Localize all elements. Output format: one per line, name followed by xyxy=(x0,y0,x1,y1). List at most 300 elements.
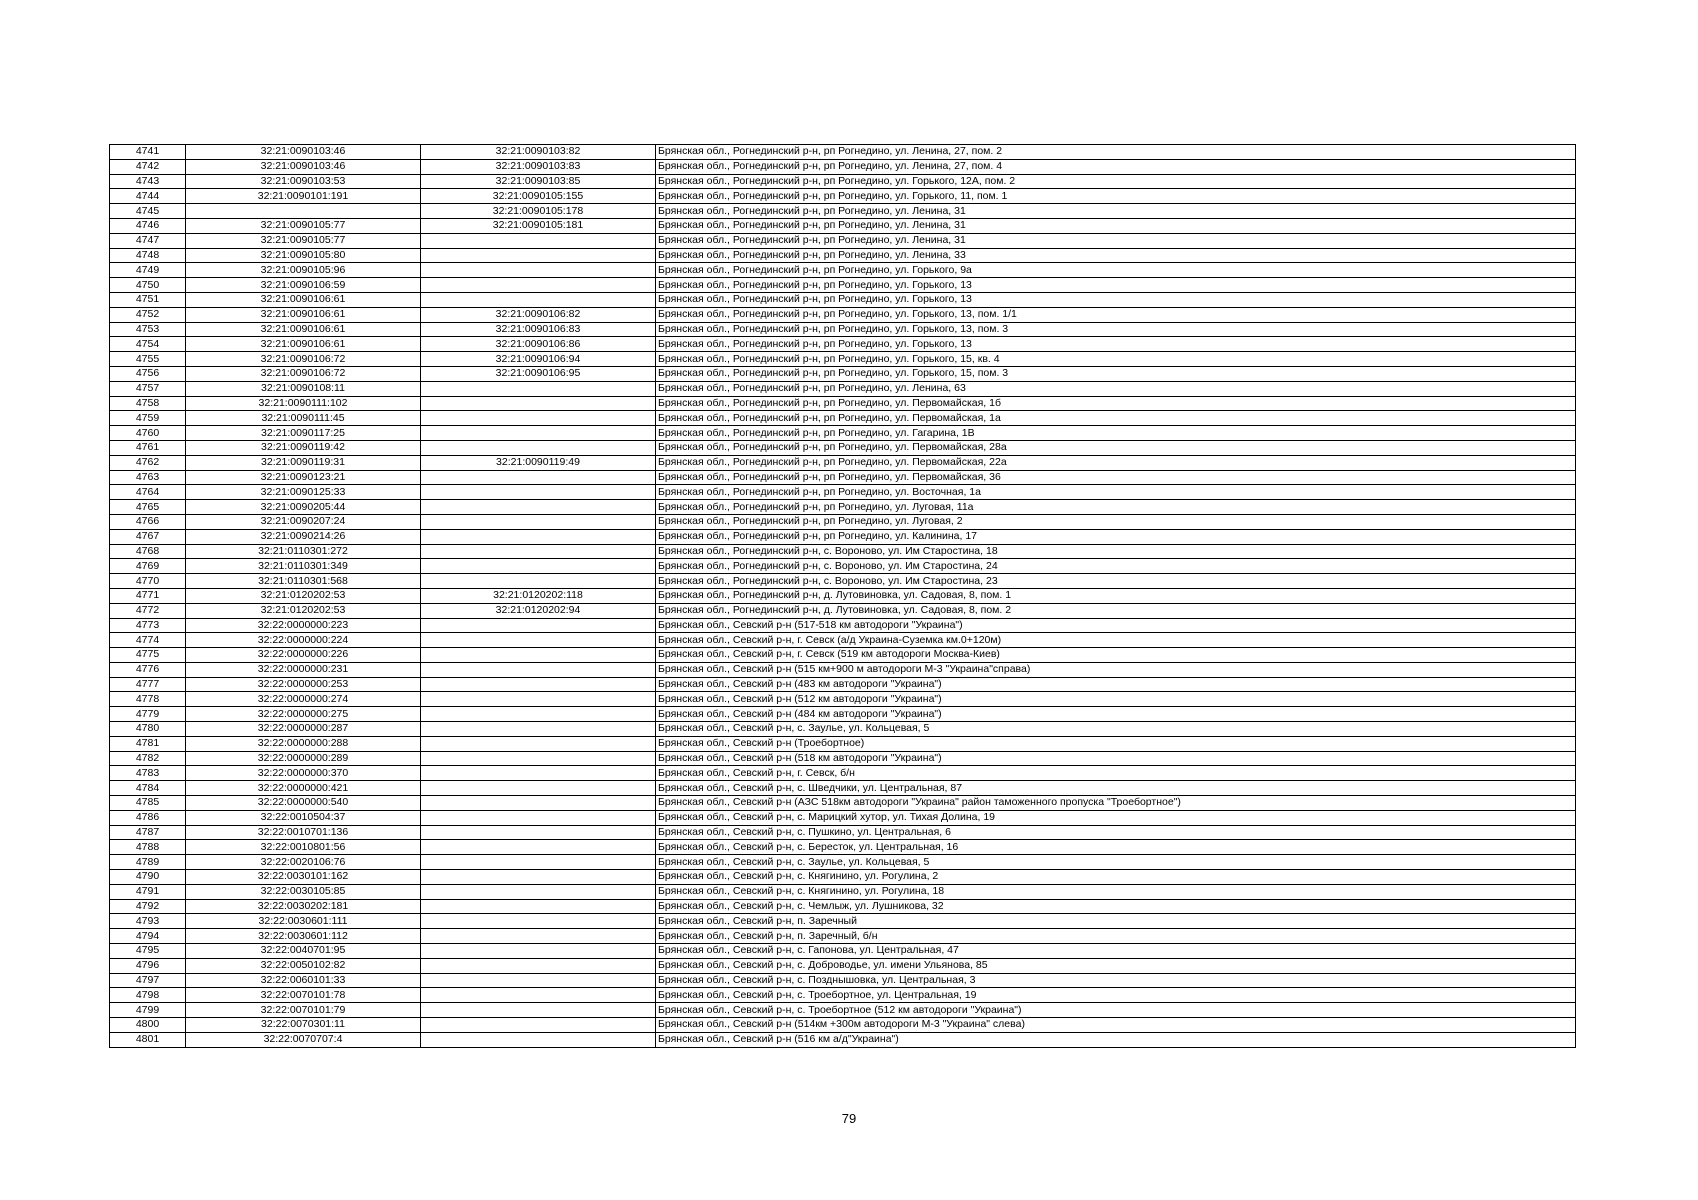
address-cell: Брянская обл., Рогнединский р-н, д. Лутовиновка, ул. Садовая, 8, пом. 2 xyxy=(656,603,1576,618)
cadastral-number-cell: 32:21:0120202:53 xyxy=(186,588,421,603)
cadastral-number-cell: 32:21:0090103:46 xyxy=(186,145,421,160)
cadastral-number-cell: 32:22:0050102:82 xyxy=(186,958,421,973)
related-cadastral-number-cell: 32:21:0090106:83 xyxy=(421,322,656,337)
table-row xyxy=(110,870,1576,885)
cadastral-number-cell: 32:22:0000000:288 xyxy=(186,736,421,751)
table-row xyxy=(110,884,1576,899)
row-number-cell: 4774 xyxy=(110,633,186,648)
table-row xyxy=(110,426,1576,441)
cadastral-number-cell: 32:21:0090106:61 xyxy=(186,337,421,352)
related-cadastral-number-cell xyxy=(421,544,656,559)
related-cadastral-number-cell xyxy=(421,574,656,589)
row-number-cell: 4761 xyxy=(110,440,186,455)
related-cadastral-number-cell xyxy=(421,278,656,293)
related-cadastral-number-cell xyxy=(421,381,656,396)
row-number-cell: 4749 xyxy=(110,263,186,278)
related-cadastral-number-cell xyxy=(421,870,656,885)
address-cell: Брянская обл., Севский р-н (512 км автодороги "Украина") xyxy=(656,692,1576,707)
address-cell: Брянская обл., Севский р-н (АЗС 518км автодороги "Украина" район таможенного пропуска "Троебортное") xyxy=(656,796,1576,811)
related-cadastral-number-cell xyxy=(421,411,656,426)
address-cell: Брянская обл., Рогнединский р-н, рп Рогнедино, ул. Горького, 13 xyxy=(656,337,1576,352)
cadastral-number-cell: 32:21:0090207:24 xyxy=(186,514,421,529)
address-cell: Брянская обл., Рогнединский р-н, рп Рогнедино, ул. Калинина, 17 xyxy=(656,529,1576,544)
table-row xyxy=(110,574,1576,589)
row-number-cell: 4801 xyxy=(110,1032,186,1047)
table-row xyxy=(110,233,1576,248)
cadastral-number-cell: 32:22:0000000:223 xyxy=(186,618,421,633)
row-number-cell: 4768 xyxy=(110,544,186,559)
cadastral-number-cell: 32:21:0090106:72 xyxy=(186,366,421,381)
related-cadastral-number-cell xyxy=(421,973,656,988)
row-number-cell: 4787 xyxy=(110,825,186,840)
related-cadastral-number-cell xyxy=(421,292,656,307)
related-cadastral-number-cell xyxy=(421,440,656,455)
table-row xyxy=(110,810,1576,825)
table-row xyxy=(110,381,1576,396)
address-cell: Брянская обл., Севский р-н, п. Заречный xyxy=(656,914,1576,929)
row-number-cell: 4748 xyxy=(110,248,186,263)
address-cell: Брянская обл., Севский р-н (514км +300м автодороги М-3 "Украина" слева) xyxy=(656,1018,1576,1033)
row-number-cell: 4791 xyxy=(110,884,186,899)
related-cadastral-number-cell xyxy=(421,884,656,899)
table-row xyxy=(110,248,1576,263)
cadastral-number-cell: 32:21:0090103:46 xyxy=(186,159,421,174)
address-cell: Брянская обл., Севский р-н, г. Севск (519 км автодороги Москва-Киев) xyxy=(656,648,1576,663)
address-cell: Брянская обл., Рогнединский р-н, рп Рогнедино, ул. Горького, 12А, пом. 2 xyxy=(656,174,1576,189)
address-cell: Брянская обл., Рогнединский р-н, д. Лутовиновка, ул. Садовая, 8, пом. 1 xyxy=(656,588,1576,603)
cadastral-number-cell: 32:21:0090119:42 xyxy=(186,440,421,455)
registry-table-body xyxy=(110,145,1576,1048)
address-cell: Брянская обл., Рогнединский р-н, с. Вороново, ул. Им Старостина, 23 xyxy=(656,574,1576,589)
related-cadastral-number-cell xyxy=(421,825,656,840)
cadastral-number-cell: 32:21:0090105:80 xyxy=(186,248,421,263)
address-cell: Брянская обл., Рогнединский р-н, рп Рогнедино, ул. Горького, 15, пом. 3 xyxy=(656,366,1576,381)
table-row xyxy=(110,1032,1576,1047)
address-cell: Брянская обл., Севский р-н (518 км автодороги "Украина") xyxy=(656,751,1576,766)
address-cell: Брянская обл., Рогнединский р-н, рп Рогнедино, ул. Ленина, 31 xyxy=(656,233,1576,248)
row-number-cell: 4755 xyxy=(110,352,186,367)
cadastral-number-cell: 32:22:0000000:370 xyxy=(186,766,421,781)
row-number-cell: 4772 xyxy=(110,603,186,618)
related-cadastral-number-cell xyxy=(421,470,656,485)
address-cell: Брянская обл., Рогнединский р-н, рп Рогнедино, ул. Луговая, 11а xyxy=(656,500,1576,515)
table-row xyxy=(110,307,1576,322)
address-cell: Брянская обл., Севский р-н, с. Шведчики, ул. Центральная, 87 xyxy=(656,781,1576,796)
address-cell: Брянская обл., Севский р-н, с. Доброводье, ул. имени Ульянова, 85 xyxy=(656,958,1576,973)
table-row xyxy=(110,189,1576,204)
row-number-cell: 4763 xyxy=(110,470,186,485)
cadastral-number-cell: 32:21:0090214:26 xyxy=(186,529,421,544)
cadastral-number-cell: 32:21:0090106:61 xyxy=(186,322,421,337)
row-number-cell: 4786 xyxy=(110,810,186,825)
table-row xyxy=(110,958,1576,973)
related-cadastral-number-cell xyxy=(421,722,656,737)
table-row xyxy=(110,145,1576,160)
table-row xyxy=(110,736,1576,751)
address-cell: Брянская обл., Рогнединский р-н, с. Вороново, ул. Им Старостина, 24 xyxy=(656,559,1576,574)
related-cadastral-number-cell xyxy=(421,766,656,781)
cadastral-number-cell: 32:21:0090101:191 xyxy=(186,189,421,204)
cadastral-number-cell: 32:21:0090205:44 xyxy=(186,500,421,515)
related-cadastral-number-cell: 32:21:0090106:82 xyxy=(421,307,656,322)
table-row xyxy=(110,707,1576,722)
related-cadastral-number-cell xyxy=(421,648,656,663)
table-row xyxy=(110,840,1576,855)
address-cell: Брянская обл., Севский р-н, п. Заречный, б/н xyxy=(656,929,1576,944)
cadastral-number-cell: 32:22:0000000:253 xyxy=(186,677,421,692)
related-cadastral-number-cell xyxy=(421,426,656,441)
address-cell: Брянская обл., Севский р-н, с. Пушкино, ул. Центральная, 6 xyxy=(656,825,1576,840)
table-row xyxy=(110,973,1576,988)
cadastral-number-cell: 32:21:0090111:45 xyxy=(186,411,421,426)
table-row xyxy=(110,929,1576,944)
table-row xyxy=(110,159,1576,174)
address-cell: Брянская обл., Рогнединский р-н, рп Рогнедино, ул. Первомайская, 1б xyxy=(656,396,1576,411)
row-number-cell: 4778 xyxy=(110,692,186,707)
related-cadastral-number-cell xyxy=(421,1032,656,1047)
cadastral-number-cell: 32:22:0010701:136 xyxy=(186,825,421,840)
cadastral-number-cell: 32:22:0030601:111 xyxy=(186,914,421,929)
cadastral-number-cell: 32:22:0000000:287 xyxy=(186,722,421,737)
related-cadastral-number-cell: 32:21:0090119:49 xyxy=(421,455,656,470)
row-number-cell: 4784 xyxy=(110,781,186,796)
table-row xyxy=(110,440,1576,455)
related-cadastral-number-cell xyxy=(421,692,656,707)
address-cell: Брянская обл., Рогнединский р-н, рп Рогнедино, ул. Горького, 13, пом. 3 xyxy=(656,322,1576,337)
row-number-cell: 4782 xyxy=(110,751,186,766)
address-cell: Брянская обл., Рогнединский р-н, рп Рогнедино, ул. Ленина, 31 xyxy=(656,204,1576,219)
address-cell: Брянская обл., Рогнединский р-н, рп Рогнедино, ул. Луговая, 2 xyxy=(656,514,1576,529)
address-cell: Брянская обл., Рогнединский р-н, рп Рогнедино, ул. Первомайская, 1а xyxy=(656,411,1576,426)
cadastral-number-cell: 32:21:0090105:96 xyxy=(186,263,421,278)
row-number-cell: 4793 xyxy=(110,914,186,929)
row-number-cell: 4789 xyxy=(110,855,186,870)
page-number: 79 xyxy=(841,1111,857,1126)
related-cadastral-number-cell xyxy=(421,707,656,722)
address-cell: Брянская обл., Рогнединский р-н, рп Рогнедино, ул. Горького, 13 xyxy=(656,292,1576,307)
table-row xyxy=(110,529,1576,544)
table-row xyxy=(110,470,1576,485)
cadastral-number-cell: 32:21:0110301:349 xyxy=(186,559,421,574)
address-cell: Брянская обл., Севский р-н, с. Княгинино, ул. Рогулина, 2 xyxy=(656,870,1576,885)
related-cadastral-number-cell xyxy=(421,677,656,692)
table-row xyxy=(110,648,1576,663)
row-number-cell: 4790 xyxy=(110,870,186,885)
cadastral-number-cell: 32:22:0010504:37 xyxy=(186,810,421,825)
address-cell: Брянская обл., Рогнединский р-н, рп Рогнедино, ул. Ленина, 27, пом. 2 xyxy=(656,145,1576,160)
address-cell: Брянская обл., Севский р-н, с. Троебортное (512 км автодороги "Украина") xyxy=(656,1003,1576,1018)
cadastral-number-cell: 32:21:0090123:21 xyxy=(186,470,421,485)
cadastral-number-cell: 32:22:0000000:274 xyxy=(186,692,421,707)
cadastral-number-cell: 32:21:0120202:53 xyxy=(186,603,421,618)
cadastral-number-cell: 32:22:0000000:289 xyxy=(186,751,421,766)
cadastral-number-cell: 32:21:0090106:72 xyxy=(186,352,421,367)
address-cell: Брянская обл., Рогнединский р-н, рп Рогнедино, ул. Первомайская, 36 xyxy=(656,470,1576,485)
row-number-cell: 4770 xyxy=(110,574,186,589)
cadastral-number-cell: 32:22:0010801:56 xyxy=(186,840,421,855)
address-cell: Брянская обл., Рогнединский р-н, рп Рогнедино, ул. Ленина, 31 xyxy=(656,218,1576,233)
related-cadastral-number-cell: 32:21:0090103:82 xyxy=(421,145,656,160)
address-cell: Брянская обл., Севский р-н (516 км а/д"Украина") xyxy=(656,1032,1576,1047)
table-row xyxy=(110,662,1576,677)
table-row xyxy=(110,1003,1576,1018)
related-cadastral-number-cell xyxy=(421,514,656,529)
table-row xyxy=(110,204,1576,219)
row-number-cell: 4771 xyxy=(110,588,186,603)
table-row xyxy=(110,500,1576,515)
cadastral-number-cell: 32:21:0090119:31 xyxy=(186,455,421,470)
address-cell: Брянская обл., Севский р-н, с. Марицкий хутор, ул. Тихая Долина, 19 xyxy=(656,810,1576,825)
related-cadastral-number-cell xyxy=(421,855,656,870)
row-number-cell: 4744 xyxy=(110,189,186,204)
table-row xyxy=(110,692,1576,707)
row-number-cell: 4759 xyxy=(110,411,186,426)
related-cadastral-number-cell xyxy=(421,248,656,263)
related-cadastral-number-cell xyxy=(421,233,656,248)
address-cell: Брянская обл., Севский р-н, г. Севск, б/н xyxy=(656,766,1576,781)
related-cadastral-number-cell xyxy=(421,751,656,766)
row-number-cell: 4800 xyxy=(110,1018,186,1033)
row-number-cell: 4752 xyxy=(110,307,186,322)
table-row xyxy=(110,899,1576,914)
address-cell: Брянская обл., Рогнединский р-н, рп Рогнедино, ул. Ленина, 63 xyxy=(656,381,1576,396)
related-cadastral-number-cell: 32:21:0090106:94 xyxy=(421,352,656,367)
related-cadastral-number-cell: 32:21:0090105:181 xyxy=(421,218,656,233)
related-cadastral-number-cell xyxy=(421,958,656,973)
table-row xyxy=(110,411,1576,426)
cadastral-number-cell: 32:21:0090108:11 xyxy=(186,381,421,396)
cadastral-number-cell: 32:21:0090103:53 xyxy=(186,174,421,189)
cadastral-number-cell: 32:21:0090105:77 xyxy=(186,218,421,233)
table-row xyxy=(110,988,1576,1003)
row-number-cell: 4769 xyxy=(110,559,186,574)
table-row xyxy=(110,633,1576,648)
row-number-cell: 4794 xyxy=(110,929,186,944)
related-cadastral-number-cell xyxy=(421,396,656,411)
address-cell: Брянская обл., Севский р-н, с. Княгинино, ул. Рогулина, 18 xyxy=(656,884,1576,899)
cadastral-number-cell: 32:22:0000000:421 xyxy=(186,781,421,796)
table-row xyxy=(110,352,1576,367)
cadastral-number-cell: 32:22:0070707:4 xyxy=(186,1032,421,1047)
cadastral-number-cell: 32:22:0040701:95 xyxy=(186,944,421,959)
cadastral-number-cell: 32:22:0020106:76 xyxy=(186,855,421,870)
cadastral-number-cell: 32:22:0000000:275 xyxy=(186,707,421,722)
row-number-cell: 4751 xyxy=(110,292,186,307)
related-cadastral-number-cell xyxy=(421,810,656,825)
address-cell: Брянская обл., Рогнединский р-н, рп Рогнедино, ул. Горького, 15, кв. 4 xyxy=(656,352,1576,367)
address-cell: Брянская обл., Севский р-н, с. Троебортное, ул. Центральная, 19 xyxy=(656,988,1576,1003)
row-number-cell: 4762 xyxy=(110,455,186,470)
row-number-cell: 4746 xyxy=(110,218,186,233)
cadastral-number-cell: 32:21:0090117:25 xyxy=(186,426,421,441)
related-cadastral-number-cell xyxy=(421,263,656,278)
address-cell: Брянская обл., Рогнединский р-н, рп Рогнедино, ул. Ленина, 33 xyxy=(656,248,1576,263)
row-number-cell: 4776 xyxy=(110,662,186,677)
row-number-cell: 4783 xyxy=(110,766,186,781)
cadastral-number-cell: 32:21:0090105:77 xyxy=(186,233,421,248)
related-cadastral-number-cell xyxy=(421,944,656,959)
table-row xyxy=(110,1018,1576,1033)
related-cadastral-number-cell xyxy=(421,840,656,855)
cadastral-number-cell: 32:21:0090111:102 xyxy=(186,396,421,411)
row-number-cell: 4756 xyxy=(110,366,186,381)
row-number-cell: 4760 xyxy=(110,426,186,441)
related-cadastral-number-cell: 32:21:0090106:95 xyxy=(421,366,656,381)
related-cadastral-number-cell: 32:21:0120202:94 xyxy=(421,603,656,618)
table-row xyxy=(110,396,1576,411)
table-row xyxy=(110,855,1576,870)
registry-table xyxy=(109,144,1576,1048)
address-cell: Брянская обл., Севский р-н, с. Береcток, ул. Центральная, 16 xyxy=(656,840,1576,855)
row-number-cell: 4750 xyxy=(110,278,186,293)
related-cadastral-number-cell: 32:21:0090105:178 xyxy=(421,204,656,219)
row-number-cell: 4773 xyxy=(110,618,186,633)
row-number-cell: 4796 xyxy=(110,958,186,973)
address-cell: Брянская обл., Севский р-н (484 км автодороги "Украина") xyxy=(656,707,1576,722)
related-cadastral-number-cell xyxy=(421,662,656,677)
row-number-cell: 4785 xyxy=(110,796,186,811)
address-cell: Брянская обл., Севский р-н (483 км автодороги "Украина") xyxy=(656,677,1576,692)
cadastral-number-cell: 32:21:0090106:61 xyxy=(186,307,421,322)
table-row xyxy=(110,544,1576,559)
related-cadastral-number-cell xyxy=(421,899,656,914)
row-number-cell: 4764 xyxy=(110,485,186,500)
address-cell: Брянская обл., Севский р-н, с. Позднышовка, ул. Центральная, 3 xyxy=(656,973,1576,988)
address-cell: Брянская обл., Рогнединский р-н, рп Рогнедино, ул. Горького, 9а xyxy=(656,263,1576,278)
related-cadastral-number-cell: 32:21:0090105:155 xyxy=(421,189,656,204)
related-cadastral-number-cell xyxy=(421,796,656,811)
address-cell: Брянская обл., Рогнединский р-н, с. Вороново, ул. Им Старостина, 18 xyxy=(656,544,1576,559)
related-cadastral-number-cell xyxy=(421,633,656,648)
row-number-cell: 4780 xyxy=(110,722,186,737)
table-row xyxy=(110,796,1576,811)
row-number-cell: 4757 xyxy=(110,381,186,396)
table-row xyxy=(110,781,1576,796)
cadastral-number-cell xyxy=(186,204,421,219)
related-cadastral-number-cell xyxy=(421,559,656,574)
table-row xyxy=(110,618,1576,633)
related-cadastral-number-cell xyxy=(421,988,656,1003)
table-row xyxy=(110,174,1576,189)
table-row xyxy=(110,278,1576,293)
address-cell: Брянская обл., Севский р-н (517-518 км автодороги "Украина") xyxy=(656,618,1576,633)
related-cadastral-number-cell xyxy=(421,485,656,500)
address-cell: Брянская обл., Рогнединский р-н, рп Рогнедино, ул. Гагарина, 1В xyxy=(656,426,1576,441)
cadastral-number-cell: 32:21:0090106:59 xyxy=(186,278,421,293)
table-row xyxy=(110,677,1576,692)
row-number-cell: 4742 xyxy=(110,159,186,174)
address-cell: Брянская обл., Рогнединский р-н, рп Рогнедино, ул. Горького, 11, пом. 1 xyxy=(656,189,1576,204)
cadastral-number-cell: 32:22:0000000:224 xyxy=(186,633,421,648)
row-number-cell: 4741 xyxy=(110,145,186,160)
table-row xyxy=(110,914,1576,929)
related-cadastral-number-cell: 32:21:0090103:85 xyxy=(421,174,656,189)
address-cell: Брянская обл., Рогнединский р-н, рп Рогнедино, ул. Горького, 13, пом. 1/1 xyxy=(656,307,1576,322)
table-row xyxy=(110,825,1576,840)
cadastral-number-cell: 32:22:0070101:79 xyxy=(186,1003,421,1018)
related-cadastral-number-cell: 32:21:0120202:118 xyxy=(421,588,656,603)
cadastral-number-cell: 32:21:0110301:272 xyxy=(186,544,421,559)
row-number-cell: 4766 xyxy=(110,514,186,529)
address-cell: Брянская обл., Севский р-н (Троебортное) xyxy=(656,736,1576,751)
address-cell: Брянская обл., Севский р-н, с. Чемлыж, ул. Лушникова, 32 xyxy=(656,899,1576,914)
table-row xyxy=(110,292,1576,307)
address-cell: Брянская обл., Рогнединский р-н, рп Рогнедино, ул. Горького, 13 xyxy=(656,278,1576,293)
table-row xyxy=(110,322,1576,337)
cadastral-number-cell: 32:22:0060101:33 xyxy=(186,973,421,988)
table-row xyxy=(110,455,1576,470)
row-number-cell: 4795 xyxy=(110,944,186,959)
related-cadastral-number-cell xyxy=(421,618,656,633)
related-cadastral-number-cell xyxy=(421,781,656,796)
related-cadastral-number-cell xyxy=(421,914,656,929)
address-cell: Брянская обл., Рогнединский р-н, рп Рогнедино, ул. Первомайская, 22а xyxy=(656,455,1576,470)
cadastral-number-cell: 32:21:0090125:33 xyxy=(186,485,421,500)
cadastral-number-cell: 32:22:0070101:78 xyxy=(186,988,421,1003)
table-row xyxy=(110,766,1576,781)
row-number-cell: 4745 xyxy=(110,204,186,219)
table-row xyxy=(110,218,1576,233)
row-number-cell: 4753 xyxy=(110,322,186,337)
related-cadastral-number-cell xyxy=(421,529,656,544)
related-cadastral-number-cell xyxy=(421,929,656,944)
cadastral-number-cell: 32:22:0030105:85 xyxy=(186,884,421,899)
row-number-cell: 4777 xyxy=(110,677,186,692)
table-row xyxy=(110,514,1576,529)
cadastral-number-cell: 32:22:0030601:112 xyxy=(186,929,421,944)
cadastral-number-cell: 32:21:0090106:61 xyxy=(186,292,421,307)
table-row xyxy=(110,559,1576,574)
address-cell: Брянская обл., Севский р-н, с. Гапонова, ул. Центральная, 47 xyxy=(656,944,1576,959)
cadastral-number-cell: 32:22:0030101:162 xyxy=(186,870,421,885)
row-number-cell: 4792 xyxy=(110,899,186,914)
row-number-cell: 4799 xyxy=(110,1003,186,1018)
address-cell: Брянская обл., Рогнединский р-н, рп Рогнедино, ул. Первомайская, 28а xyxy=(656,440,1576,455)
table-row xyxy=(110,263,1576,278)
row-number-cell: 4779 xyxy=(110,707,186,722)
row-number-cell: 4747 xyxy=(110,233,186,248)
address-cell: Брянская обл., Рогнединский р-н, рп Рогнедино, ул. Восточная, 1а xyxy=(656,485,1576,500)
row-number-cell: 4754 xyxy=(110,337,186,352)
table-row xyxy=(110,751,1576,766)
cadastral-number-cell: 32:22:0000000:540 xyxy=(186,796,421,811)
table-row xyxy=(110,337,1576,352)
table-row xyxy=(110,722,1576,737)
cadastral-number-cell: 32:22:0030202:181 xyxy=(186,899,421,914)
row-number-cell: 4797 xyxy=(110,973,186,988)
related-cadastral-number-cell xyxy=(421,1003,656,1018)
row-number-cell: 4775 xyxy=(110,648,186,663)
table-row xyxy=(110,944,1576,959)
table-row xyxy=(110,485,1576,500)
row-number-cell: 4781 xyxy=(110,736,186,751)
address-cell: Брянская обл., Рогнединский р-н, рп Рогнедино, ул. Ленина, 27, пом. 4 xyxy=(656,159,1576,174)
related-cadastral-number-cell: 32:21:0090106:86 xyxy=(421,337,656,352)
table-row xyxy=(110,366,1576,381)
related-cadastral-number-cell xyxy=(421,500,656,515)
cadastral-number-cell: 32:22:0070301:11 xyxy=(186,1018,421,1033)
related-cadastral-number-cell: 32:21:0090103:83 xyxy=(421,159,656,174)
row-number-cell: 4743 xyxy=(110,174,186,189)
cadastral-number-cell: 32:22:0000000:226 xyxy=(186,648,421,663)
cadastral-number-cell: 32:21:0110301:568 xyxy=(186,574,421,589)
cadastral-number-cell: 32:22:0000000:231 xyxy=(186,662,421,677)
table-row xyxy=(110,588,1576,603)
address-cell: Брянская обл., Севский р-н, с. Заулье, ул. Кольцевая, 5 xyxy=(656,855,1576,870)
related-cadastral-number-cell xyxy=(421,736,656,751)
table-row xyxy=(110,603,1576,618)
address-cell: Брянская обл., Севский р-н, г. Севск (а/д Украина-Суземка км.0+120м) xyxy=(656,633,1576,648)
